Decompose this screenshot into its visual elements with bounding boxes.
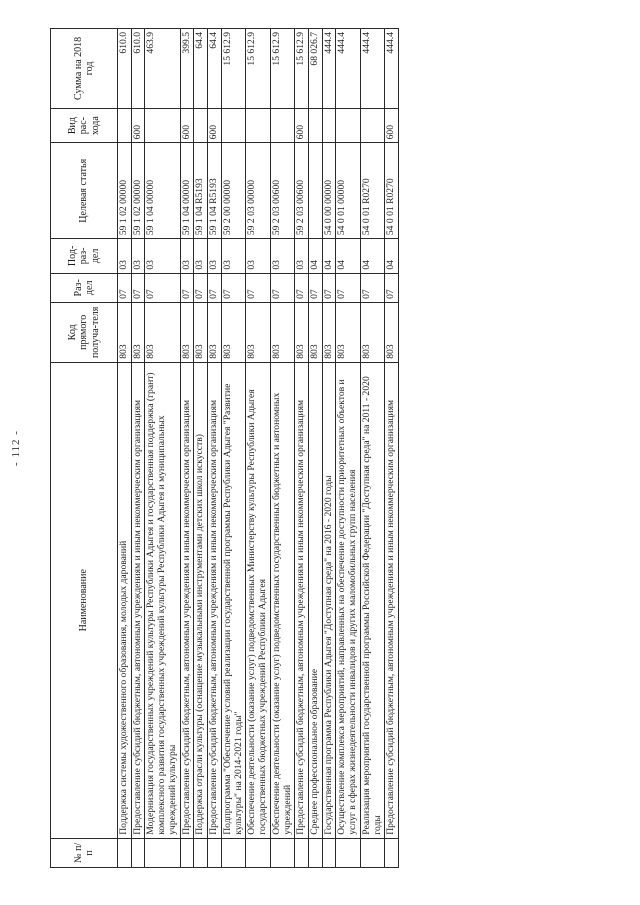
cell-vid <box>194 108 208 143</box>
cell-podrazdel: 04 <box>336 239 360 274</box>
header-num: № п/п <box>51 838 118 867</box>
cell-razdel: 07 <box>221 273 245 302</box>
cell-kod: 803 <box>194 302 208 362</box>
cell-summa: 444.4 <box>360 29 384 109</box>
cell-razdel: 07 <box>295 273 309 302</box>
cell-num <box>194 838 208 867</box>
cell-name: Поддержка отрасли культуры (оснащение музыкальными инструментами детских школ искусств) <box>194 362 208 838</box>
cell-podrazdel: 03 <box>131 239 145 274</box>
page-number: - 112 - <box>10 430 22 466</box>
cell-podrazdel: 03 <box>295 239 309 274</box>
cell-name: Государственная программа Республики Адыгея "Доступная среда" на 2016 - 2020 годы <box>322 362 336 838</box>
cell-name: Предоставление субсидий бюджетным, автономным учреждениям и иным некоммерческим организациям <box>295 362 309 838</box>
cell-celevaya: 59 1 04 R5193 <box>194 143 208 239</box>
cell-podrazdel: 04 <box>360 239 384 274</box>
cell-celevaya: 59 2 03 00000 <box>246 143 270 239</box>
cell-num <box>309 838 323 867</box>
cell-kod: 803 <box>309 302 323 362</box>
cell-num <box>246 838 270 867</box>
header-name: Наименование <box>51 362 118 838</box>
table-row <box>385 29 399 868</box>
cell-razdel: 07 <box>336 273 360 302</box>
cell-razdel: 07 <box>246 273 270 302</box>
cell-num <box>336 838 360 867</box>
cell-summa: 15 612.9 <box>295 29 309 109</box>
cell-num <box>180 838 194 867</box>
table-row <box>270 29 294 868</box>
cell-num <box>131 838 145 867</box>
cell-razdel: 07 <box>385 273 399 302</box>
table-row <box>336 29 360 868</box>
cell-vid <box>309 108 323 143</box>
cell-kod: 803 <box>118 302 132 362</box>
cell-podrazdel: 03 <box>194 239 208 274</box>
cell-summa: 15 612.9 <box>270 29 294 109</box>
cell-name: Обеспечение деятельности (оказание услуг) подведомственных государственных бюджетных и автономных учреждений <box>270 362 294 838</box>
table-body <box>118 29 399 868</box>
cell-summa: 444.4 <box>336 29 360 109</box>
cell-vid: 600 <box>385 108 399 143</box>
table-row <box>246 29 270 868</box>
header-celevaya: Целевая статья <box>51 143 118 239</box>
cell-razdel: 07 <box>118 273 132 302</box>
cell-celevaya: 54 0 01 R0270 <box>385 143 399 239</box>
cell-vid: 600 <box>295 108 309 143</box>
cell-razdel: 07 <box>145 273 180 302</box>
cell-kod: 803 <box>221 302 245 362</box>
cell-summa: 444.4 <box>385 29 399 109</box>
cell-summa: 399.5 <box>180 29 194 109</box>
cell-vid: 600 <box>180 108 194 143</box>
cell-celevaya: 54 0 01 00000 <box>336 143 360 239</box>
table-header <box>51 29 118 868</box>
cell-kod: 803 <box>336 302 360 362</box>
cell-celevaya <box>309 143 323 239</box>
cell-razdel: 07 <box>322 273 336 302</box>
cell-name: Модернизация государственных учреждений культуры Республики Адыгея и государственная поддержка (грант) комплексного развития государственных учреждений культуры Республики Адыгея и муниципальных учреждений культуры <box>145 362 180 838</box>
cell-num <box>118 838 132 867</box>
cell-vid: 600 <box>131 108 145 143</box>
cell-name: Предоставление субсидий бюджетным, автономным учреждениям и иным некоммерческим организациям <box>131 362 145 838</box>
cell-kod: 803 <box>246 302 270 362</box>
header-podrazdel: Под-раз-дел <box>51 239 118 274</box>
cell-num <box>221 838 245 867</box>
table-row <box>322 29 336 868</box>
rotated-table-block <box>10 28 620 868</box>
cell-podrazdel: 03 <box>208 239 222 274</box>
cell-kod: 803 <box>131 302 145 362</box>
cell-vid <box>145 108 180 143</box>
table-row <box>194 29 208 868</box>
cell-vid <box>270 108 294 143</box>
cell-celevaya: 59 1 04 00000 <box>145 143 180 239</box>
cell-celevaya: 59 1 02 00000 <box>131 143 145 239</box>
cell-summa: 64.4 <box>208 29 222 109</box>
cell-num <box>385 838 399 867</box>
cell-podrazdel: 03 <box>180 239 194 274</box>
cell-name: Предоставление субсидий бюджетным, автономным учреждениям и иным некоммерческим организациям <box>385 362 399 838</box>
table-row <box>131 29 145 868</box>
cell-podrazdel: 03 <box>118 239 132 274</box>
cell-kod: 803 <box>360 302 384 362</box>
cell-razdel: 07 <box>208 273 222 302</box>
budget-table <box>50 28 399 868</box>
cell-summa: 610.0 <box>118 29 132 109</box>
cell-vid <box>221 108 245 143</box>
cell-celevaya: 59 2 03 00600 <box>295 143 309 239</box>
cell-razdel: 07 <box>360 273 384 302</box>
cell-name: Среднее профессиональное образование <box>309 362 323 838</box>
cell-celevaya: 54 0 00 00000 <box>322 143 336 239</box>
header-kod: Код прямого получа-теля <box>51 302 118 362</box>
cell-razdel: 07 <box>270 273 294 302</box>
cell-celevaya: 54 0 01 R0270 <box>360 143 384 239</box>
header-razdel: Раз-дел <box>51 273 118 302</box>
table-row <box>221 29 245 868</box>
cell-kod: 803 <box>295 302 309 362</box>
cell-kod: 803 <box>180 302 194 362</box>
cell-name: Обеспечение деятельности (оказание услуг) подведомственных Министерству культуры Республики Адыгея государственных бюджетных учреждений Республики Адыгея <box>246 362 270 838</box>
cell-num <box>145 838 180 867</box>
cell-name: Поддержка системы художественного образования, молодых дарований <box>118 362 132 838</box>
cell-num <box>208 838 222 867</box>
table-row <box>145 29 180 868</box>
cell-summa: 15 612.9 <box>221 29 245 109</box>
cell-summa: 68 026.7 <box>309 29 323 109</box>
header-summa: Сумма на 2018 год <box>51 29 118 109</box>
cell-kod: 803 <box>385 302 399 362</box>
cell-vid <box>360 108 384 143</box>
cell-vid <box>322 108 336 143</box>
table-row <box>180 29 194 868</box>
cell-celevaya: 59 1 04 R5193 <box>208 143 222 239</box>
table-row <box>360 29 384 868</box>
cell-num <box>322 838 336 867</box>
cell-num <box>270 838 294 867</box>
cell-vid <box>118 108 132 143</box>
cell-kod: 803 <box>270 302 294 362</box>
cell-razdel: 07 <box>180 273 194 302</box>
cell-podrazdel: 04 <box>309 239 323 274</box>
table-row <box>295 29 309 868</box>
cell-summa: 64.4 <box>194 29 208 109</box>
cell-name: Осуществление комплекса мероприятий, направленных на обеспечение доступности приоритетных объектов и услуг в сферах жизнедеятельности инвалидов и других маломобильных групп населения <box>336 362 360 838</box>
cell-summa: 463.9 <box>145 29 180 109</box>
cell-podrazdel: 03 <box>221 239 245 274</box>
cell-name: Подпрограмма "Обеспечение условий реализации государственной программы Республики Адыгея "Развитие культуры" на 2014-2021 годы" <box>221 362 245 838</box>
cell-vid: 600 <box>208 108 222 143</box>
cell-podrazdel: 04 <box>322 239 336 274</box>
cell-name: Предоставление субсидий бюджетным, автономным учреждениям и иным некоммерческим организациям <box>208 362 222 838</box>
cell-razdel: 07 <box>194 273 208 302</box>
cell-vid <box>336 108 360 143</box>
table-row <box>309 29 323 868</box>
cell-celevaya: 59 2 03 00600 <box>270 143 294 239</box>
cell-summa: 610.0 <box>131 29 145 109</box>
cell-podrazdel: 03 <box>145 239 180 274</box>
cell-name: Реализация мероприятий государственной программы Российской Федерации "Доступная среда" на 2011 - 2020 годы <box>360 362 384 838</box>
table-row <box>118 29 132 868</box>
cell-podrazdel: 04 <box>385 239 399 274</box>
header-row <box>51 29 118 868</box>
table-row <box>208 29 222 868</box>
cell-celevaya: 59 1 04 00000 <box>180 143 194 239</box>
cell-podrazdel: 03 <box>246 239 270 274</box>
cell-summa: 15 612.9 <box>246 29 270 109</box>
cell-vid <box>246 108 270 143</box>
cell-kod: 803 <box>208 302 222 362</box>
cell-razdel: 07 <box>131 273 145 302</box>
cell-celevaya: 59 1 02 00000 <box>118 143 132 239</box>
cell-celevaya: 59 2 00 00000 <box>221 143 245 239</box>
cell-kod: 803 <box>322 302 336 362</box>
header-vid: Вид рас-хода <box>51 108 118 143</box>
cell-num <box>360 838 384 867</box>
cell-kod: 803 <box>145 302 180 362</box>
cell-podrazdel: 03 <box>270 239 294 274</box>
cell-name: Предоставление субсидий бюджетным, автономным учреждениям и иным некоммерческим организациям <box>180 362 194 838</box>
cell-summa: 444.4 <box>322 29 336 109</box>
cell-razdel: 07 <box>309 273 323 302</box>
cell-num <box>295 838 309 867</box>
